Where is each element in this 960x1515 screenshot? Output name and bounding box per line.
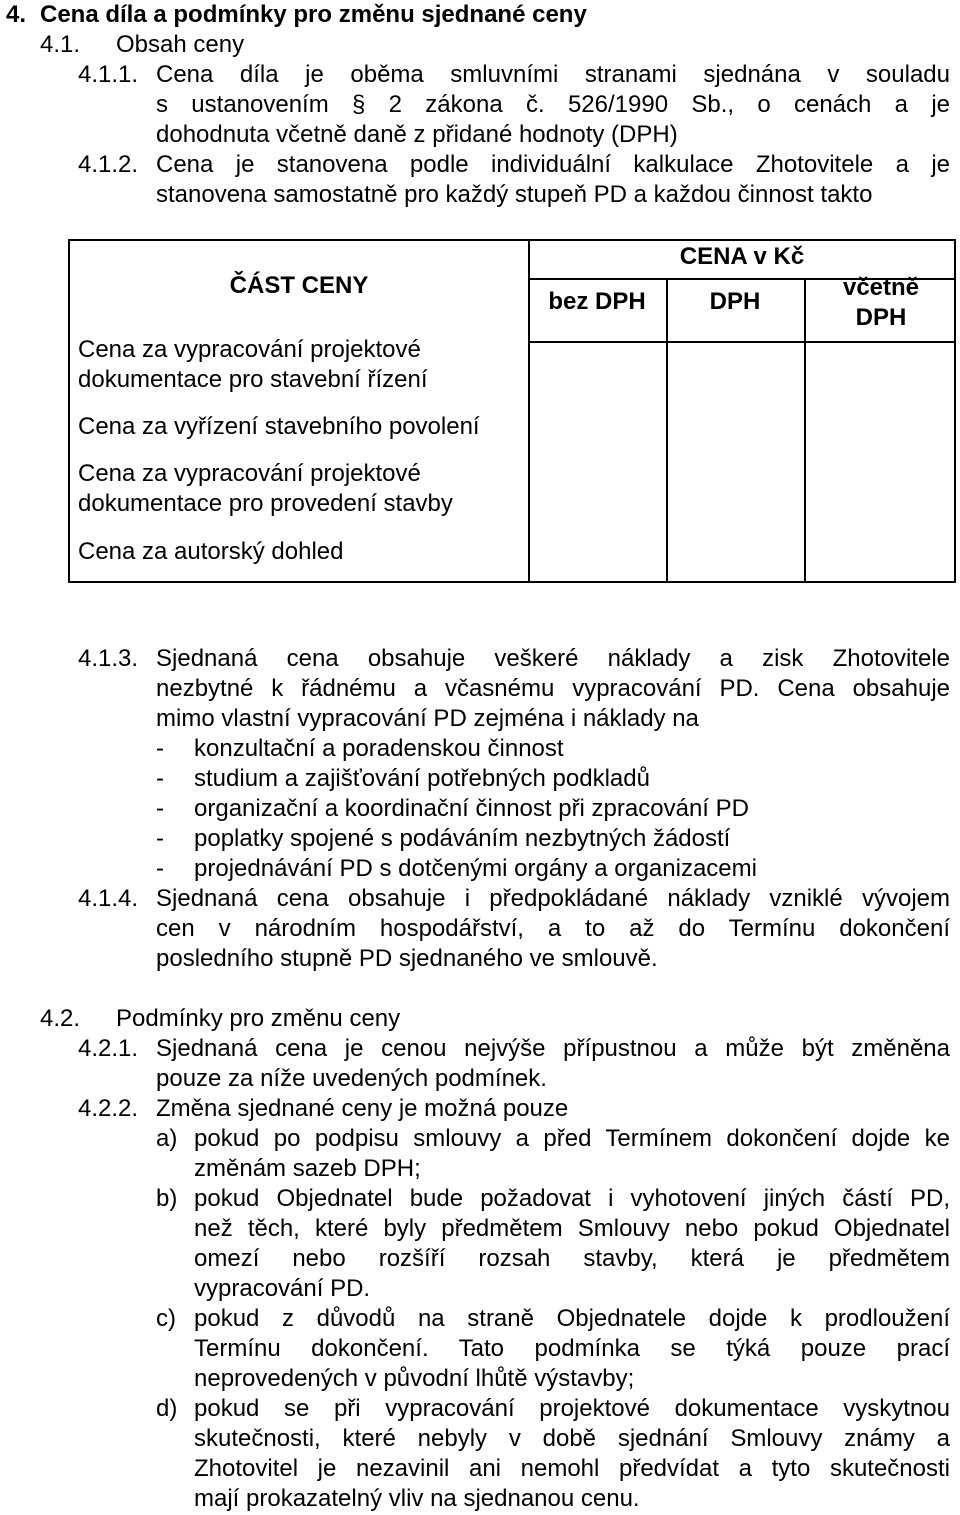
clause-4-1-3-line-1: Sjednaná cena obsahuje veškeré náklady a zisk Zhotovitele	[156, 645, 950, 672]
item-c-line-2: Termínu dokončení. Tato podmínka se týká pouze prací	[194, 1335, 950, 1362]
bullet-item: poplatky spojené s podáváním nezbytných žádostí	[194, 825, 731, 852]
item-c-line-1: pokud z důvodů na straně Objednatele dojde k prodloužení	[194, 1305, 950, 1332]
clause-4-1-2-line-2: stanovena samostatně pro každý stupeň PD a každou činnost takto	[156, 181, 873, 208]
section-number-4-2: 4.2.	[40, 1005, 81, 1032]
item-b-line-2: než těch, které byly předmětem Smlouvy nebo pokud Objednatel	[194, 1215, 950, 1242]
section-title-4-2: Podmínky pro změnu ceny	[116, 1005, 401, 1032]
table-row-1-line-2: dokumentace pro stavební řízení	[78, 366, 428, 393]
clause-4-1-1-line-1: Cena díla je oběma smluvními stranami sjednána v souladu	[156, 61, 950, 88]
bullet-dash: -	[156, 825, 164, 852]
section-title-4-1: Obsah ceny	[116, 31, 245, 58]
bullet-item: konzultační a poradenskou činnost	[194, 735, 564, 762]
table-col-bez-dph: bez DPH	[548, 288, 646, 315]
item-b-line-1: pokud Objednatel bude požadovat i vyhotovení jiných částí PD,	[194, 1185, 950, 1212]
item-a-line-1: pokud po podpisu smlouvy a před Termínem dokončení dojde ke	[194, 1125, 950, 1152]
bullet-dash: -	[156, 795, 164, 822]
clause-4-1-1-line-2: s ustanovením § 2 zákona č. 526/1990 Sb., o cenách a je	[156, 91, 950, 118]
table-row-2-line-1: Cena za vyřízení stavebního povolení	[78, 413, 480, 440]
price-table	[68, 239, 956, 583]
item-d-line-1: pokud se při vypracování projektové dokumentace vyskytnou	[194, 1395, 950, 1422]
item-label-d: d)	[156, 1395, 178, 1422]
clause-number-4-1-3: 4.1.3.	[78, 645, 139, 672]
bullet-item: projednávání PD s dotčenými orgány a organizacemi	[194, 855, 757, 882]
table-row-4-line-1: Cena za autorský dohled	[78, 538, 344, 565]
table-row-1-line-1: Cena za vypracování projektové	[78, 336, 421, 363]
item-label-a: a)	[156, 1125, 178, 1152]
bullet-item: studium a zajišťování potřebných podkladů	[194, 765, 650, 792]
section-number-4-1: 4.1.	[40, 31, 81, 58]
clause-4-1-3-line-3: mimo vlastní vypracování PD zejména i náklady na	[156, 705, 699, 732]
clause-4-1-4-line-2: cen v národním hospodářství, a to až do Termínu dokončení	[156, 915, 950, 942]
section-title-4: Cena díla a podmínky pro změnu sjednané ceny	[40, 1, 587, 28]
item-d-line-3: Zhotovitel je nezavinil ani nemohl předvídat a tyto skutečnosti	[194, 1455, 950, 1482]
section-number-4: 4.	[6, 1, 27, 28]
clause-4-1-4-line-3: posledního stupně PD sjednaného ve smlouvě.	[156, 945, 658, 972]
item-c-line-3: neprovedených v původní lhůtě výstavby;	[194, 1365, 635, 1392]
clause-number-4-2-2: 4.2.2.	[78, 1095, 139, 1122]
item-b-line-4: vypracování PD.	[194, 1275, 371, 1302]
table-divider-v2	[666, 278, 668, 581]
table-row-3-line-2: dokumentace pro provedení stavby	[78, 490, 453, 517]
item-a-line-2: změnám sazeb DPH;	[194, 1155, 421, 1182]
clause-number-4-1-2: 4.1.2.	[78, 151, 139, 178]
bullet-item: organizační a koordinační činnost při zpracování PD	[194, 795, 749, 822]
item-d-line-2: skutečnosti, které nebyly v době sjednání Smlouvy známy a	[194, 1425, 950, 1452]
table-header-part: ČÁST CENY	[229, 272, 369, 299]
table-col-vcetne-2: DPH	[855, 304, 907, 331]
clause-4-2-1-line-1: Sjednaná cena je cenou nejvýše přípustnou a může být změněna	[156, 1035, 950, 1062]
clause-4-2-1-line-2: pouze za níže uvedených podmínek.	[156, 1065, 547, 1092]
bullet-dash: -	[156, 765, 164, 792]
table-divider-h2	[528, 341, 954, 343]
item-b-line-3: omezí nebo rozšíří rozsah stavby, která je předmětem	[194, 1245, 950, 1272]
clause-4-1-2-line-1: Cena je stanovena podle individuální kalkulace Zhotovitele a je	[156, 151, 950, 178]
item-label-b: b)	[156, 1185, 178, 1212]
clause-number-4-1-4: 4.1.4.	[78, 885, 139, 912]
bullet-dash: -	[156, 735, 164, 762]
clause-4-1-3-line-2: nezbytné k řádnému a včasnému vypracování PD. Cena obsahuje	[156, 675, 950, 702]
table-col-vcetne-1: včetně	[842, 274, 920, 301]
clause-4-1-4-line-1: Sjednaná cena obsahuje i předpokládané náklady vzniklé vývojem	[156, 885, 950, 912]
item-label-c: c)	[156, 1305, 176, 1332]
clause-4-2-2-line-1: Změna sjednané ceny je možná pouze	[156, 1095, 569, 1122]
bullet-dash: -	[156, 855, 164, 882]
clause-number-4-2-1: 4.2.1.	[78, 1035, 139, 1062]
clause-4-1-1-line-3: dohodnuta včetně daně z přidané hodnoty (DPH)	[156, 121, 678, 148]
item-d-line-4: mají prokazatelný vliv na sjednanou cenu.	[194, 1485, 640, 1512]
table-header-price: CENA v Kč	[679, 243, 805, 270]
clause-number-4-1-1: 4.1.1.	[78, 61, 139, 88]
table-col-dph: DPH	[709, 288, 761, 315]
table-row-3-line-1: Cena za vypracování projektové	[78, 460, 421, 487]
